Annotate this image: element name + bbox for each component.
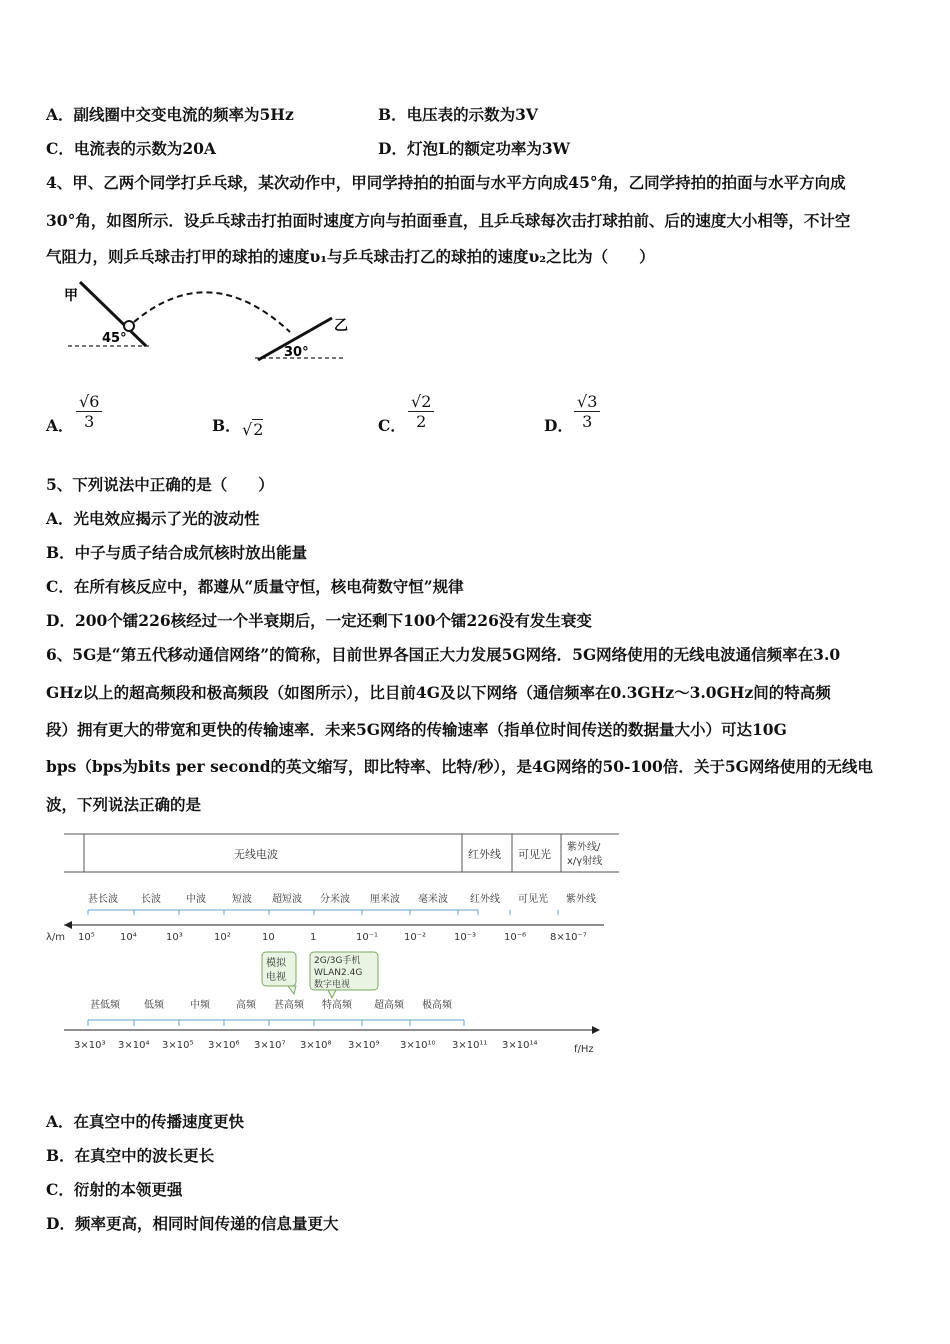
q6-stem-line1: 6、5G是“第五代移动通信网络”的简称，目前世界各国正大力发展5G网络．5G网络使用的无线电波通信频率在3.0 xyxy=(46,645,841,664)
f-tick-3e10: 3×10¹⁰ xyxy=(400,1040,436,1051)
top-visible: 可见光 xyxy=(518,848,551,861)
wave-uv: 紫外线 xyxy=(566,894,596,905)
lambda-tick-1e5: 10⁵ xyxy=(78,932,95,943)
q4-option-b-label: B． xyxy=(212,416,241,435)
q6-stem-line3: 段）拥有更大的带宽和更快的传输速率．未来5G网络的传输速率（指单位时间传送的数据量大小）可达10G xyxy=(46,720,787,739)
q5-option-d: D．200个镭226核经过一个半衰期后，一定还剩下100个镭226没有发生衰变 xyxy=(46,611,592,630)
q5-option-b: B．中子与质子结合成氘核时放出能量 xyxy=(46,543,308,562)
q4-option-a-fraction xyxy=(76,392,102,431)
q4-option-c-fraction xyxy=(408,392,434,431)
band-lf: 低频 xyxy=(144,1000,164,1011)
lambda-tick-1e3: 10³ xyxy=(166,932,183,943)
q4-option-c-label: C． xyxy=(378,416,406,435)
q6-stem-line2: GHz以上的超高频段和极高频段（如图所示），比目前4G及以下网络（通信频率在0.3GHz～3.0GHz间的特高频 xyxy=(46,683,831,702)
lambda-tick-1e-2: 10⁻² xyxy=(404,932,427,943)
callout-tv-1: 模拟 xyxy=(266,958,286,969)
band-hf: 高频 xyxy=(236,1000,256,1011)
angle-45: 45° xyxy=(102,331,127,346)
q4-stem-line3: 气阻力，则乒乓球击打甲的球拍的速度υ₁与乒乓球击打乙的球拍的速度υ₂之比为（ ） xyxy=(46,247,655,266)
q5-option-c: C．在所有核反应中，都遵从“质量守恒，核电荷数守恒”规律 xyxy=(46,577,464,596)
wave-mw: 中波 xyxy=(186,894,206,905)
lambda-tick-1e2: 10² xyxy=(214,932,231,943)
q3-option-d: D．灯泡L的额定功率为3W xyxy=(378,139,571,158)
wave-vis: 可见光 xyxy=(518,894,548,905)
label-jia: 甲 xyxy=(64,288,78,304)
q5-option-a: A．光电效应揭示了光的波动性 xyxy=(46,509,260,528)
top-xray: x/γ射线 xyxy=(567,856,603,867)
wave-sw: 短波 xyxy=(232,894,252,905)
callout-mobile-3: 数字电视 xyxy=(314,980,351,990)
wave-cm: 厘米波 xyxy=(370,894,400,905)
q3-option-c: C．电流表的示数为20A xyxy=(46,139,216,158)
q6-option-b: B．在真空中的波长更长 xyxy=(46,1146,215,1165)
lambda-tick-8e-7: 8×10⁻⁷ xyxy=(550,932,587,943)
f-tick-3e7: 3×10⁷ xyxy=(254,1040,286,1051)
wave-ir: 红外线 xyxy=(470,894,500,905)
q6-stem-line4: bps（bps为bits per second的英文缩写，即比特率、比特/秒），是4G网络的50-100倍．关于5G网络使用的无线电 xyxy=(46,757,873,776)
label-yi: 乙 xyxy=(334,318,348,334)
q3-option-b: B．电压表的示数为3V xyxy=(378,105,538,124)
wave-dm: 分米波 xyxy=(320,894,350,905)
q6-option-a: A．在真空中的传播速度更快 xyxy=(46,1112,245,1131)
f-tick-3e4: 3×10⁴ xyxy=(118,1040,150,1051)
lambda-tick-1e-3: 10⁻³ xyxy=(454,932,477,943)
f-axis-label: f/Hz xyxy=(574,1044,594,1055)
callout-mobile-1: 2G/3G手机 xyxy=(314,956,361,966)
angle-30: 30° xyxy=(284,345,309,360)
top-ir: 红外线 xyxy=(468,848,501,861)
wave-usw: 超短波 xyxy=(272,894,302,905)
f-tick-3e14: 3×10¹⁴ xyxy=(502,1040,538,1051)
f-tick-3e5: 3×10⁵ xyxy=(162,1040,194,1051)
q4-stem-line1: 4、甲、乙两个同学打乒乓球，某次动作中，甲同学持拍的拍面与水平方向成45°角，乙同学持拍的拍面与水平方向成 xyxy=(46,173,846,192)
lambda-tick-10: 10 xyxy=(262,932,275,943)
q6-stem-line5: 波，下列说法正确的是 xyxy=(46,795,202,814)
top-uv: 紫外线/ xyxy=(567,842,601,853)
top-radio: 无线电波 xyxy=(234,848,278,861)
q4-option-a-numerator: √6 xyxy=(76,392,102,412)
wave-vlw: 甚长波 xyxy=(88,894,118,905)
lambda-tick-1e-6: 10⁻⁶ xyxy=(504,932,527,943)
q4-option-d-label: D． xyxy=(544,416,573,435)
callout-mobile-2: WLAN2.4G xyxy=(314,968,363,978)
lambda-axis-label: λ/m xyxy=(46,932,66,943)
f-tick-3e9: 3×10⁹ xyxy=(348,1040,380,1051)
lambda-tick-1e-1: 10⁻¹ xyxy=(356,932,379,943)
q4-option-d-denominator: 3 xyxy=(582,412,593,431)
q4-option-a-label: A． xyxy=(46,416,74,435)
f-tick-3e3: 3×10³ xyxy=(74,1040,106,1051)
q4-option-b-radicand: 2 xyxy=(253,420,264,439)
band-ehf: 极高频 xyxy=(422,1000,452,1011)
lambda-tick-1e4: 10⁴ xyxy=(120,932,137,943)
f-tick-3e11: 3×10¹¹ xyxy=(452,1040,488,1051)
q4-figure xyxy=(60,278,360,368)
q4-stem-line2: 30°角，如图所示．设乒乓球击打拍面时速度方向与拍面垂直，且乒乓球每次击打球拍前、后的速度大小相等，不计空 xyxy=(46,211,851,230)
f-tick-3e6: 3×10⁶ xyxy=(208,1040,240,1051)
q4-option-d-numerator: √3 xyxy=(574,392,600,412)
lambda-tick-1: 1 xyxy=(310,932,317,943)
q5-stem: 5、下列说法中正确的是（ ） xyxy=(46,475,274,494)
q4-option-d-fraction xyxy=(574,392,600,431)
q4-option-c-numerator: √2 xyxy=(408,392,434,412)
q6-option-c: C．衍射的本领更强 xyxy=(46,1180,183,1199)
wave-mm: 毫米波 xyxy=(418,894,448,905)
q3-option-a: A．副线圈中交变电流的频率为5Hz xyxy=(46,105,294,124)
band-mf: 中频 xyxy=(190,1000,210,1011)
band-uhf: 特高频 xyxy=(322,1000,352,1011)
q6-option-d: D．频率更高，相同时间传递的信息量更大 xyxy=(46,1214,339,1233)
band-vlf: 甚低频 xyxy=(90,1000,120,1011)
q4-option-b-value: √2 xyxy=(242,420,264,439)
spectrum-figure xyxy=(44,830,624,1062)
band-shf: 超高频 xyxy=(374,1000,404,1011)
callout-tv-2: 电视 xyxy=(266,972,286,983)
q4-option-a-denominator: 3 xyxy=(84,412,95,431)
f-tick-3e8: 3×10⁸ xyxy=(300,1040,332,1051)
q4-option-c-denominator: 2 xyxy=(416,412,427,431)
wave-lw: 长波 xyxy=(141,894,161,905)
band-vhf: 甚高频 xyxy=(274,1000,304,1011)
